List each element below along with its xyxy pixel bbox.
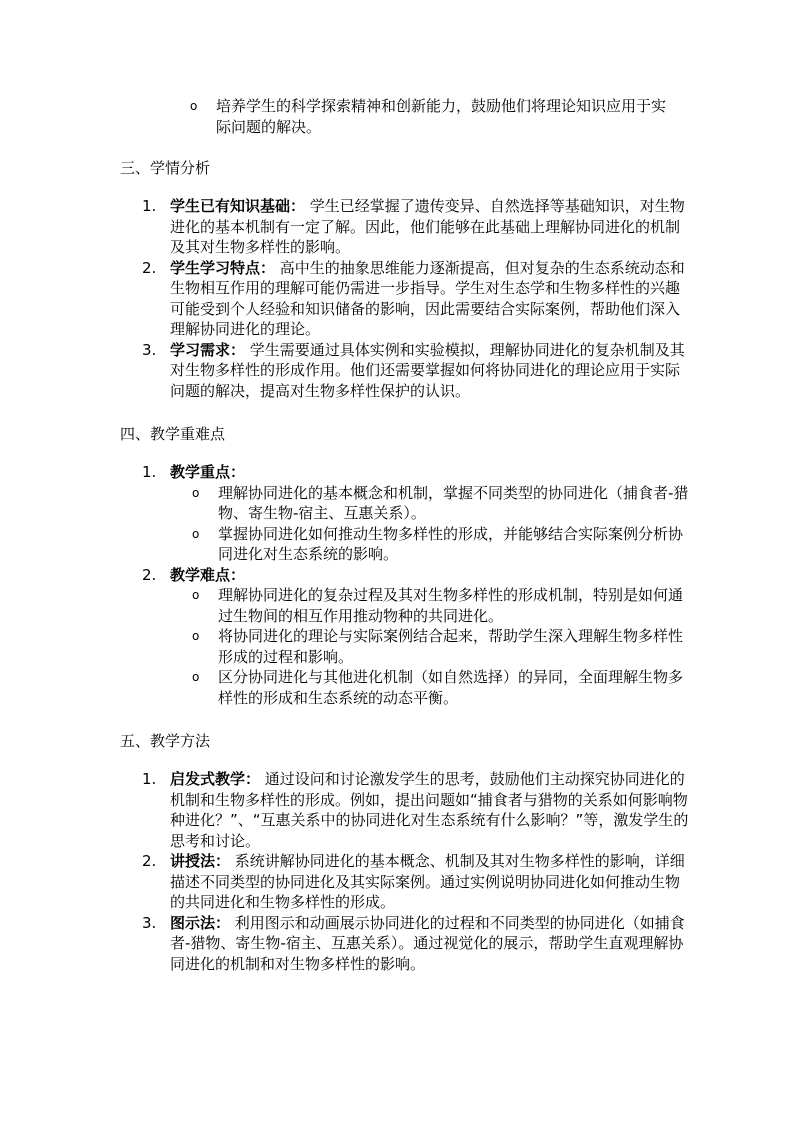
item-number: 2. bbox=[142, 852, 157, 870]
item-number: 3. bbox=[142, 340, 157, 359]
item-text: 学生已经掌握了遗传变异、自然选择等基础知识，对生物进化的基本机制有一定了解。因此，他们能够在此基础上理解协同进化的机制及其对生物多样性的影响。 bbox=[170, 197, 685, 256]
list-item bbox=[120, 340, 690, 402]
bullet-list bbox=[170, 483, 690, 565]
item-text: 系统讲解协同进化的基本概念、机制及其对生物多样性的影响，详细描述不同类型的协同进化及其实际案例。通过实例说明协同进化如何推动生物的共同进化和生物多样性的形成。 bbox=[170, 852, 685, 911]
section-heading: 四、教学重难点 bbox=[120, 425, 226, 443]
item-label: 学生已有知识基础： bbox=[170, 197, 306, 215]
numbered-list bbox=[120, 769, 690, 974]
item-text: 通过设问和讨论激发学生的思考，鼓励他们主动探究协同进化的机制和生物多样性的形成。例如，提出问题如“捕食者与猎物的关系如何影响物种进化？”、“互惠关系中的协同进化对生态系统有什么影响？”等，激发学生的思考和讨论。 bbox=[170, 770, 689, 850]
section-heading: 三、学情分析 bbox=[120, 159, 211, 177]
section-heading: 五、教学方法 bbox=[120, 732, 211, 750]
list-item bbox=[120, 851, 690, 913]
bullet-item: o 将协同进化的理论与实际案例结合起来，帮助学生深入理解生物多样性形成的过程和影响。 bbox=[190, 626, 690, 667]
item-number: 1. bbox=[142, 463, 157, 481]
item-label: 学生学习特点： bbox=[170, 258, 276, 277]
item-label: 教学重点： bbox=[170, 463, 246, 481]
item-text: 利用图示和动画展示协同进化的过程和不同类型的协同进化（如捕食者-猎物、寄生物-宿主、互惠关系）。通过视觉化的展示，帮助学生直观理解协同进化的机制和对生物多样性的影响。 bbox=[170, 913, 685, 973]
item-label: 讲授法： bbox=[170, 852, 231, 870]
list-item bbox=[120, 196, 690, 258]
list-item bbox=[120, 913, 690, 975]
bullet-list bbox=[170, 585, 690, 708]
item-label: 教学难点： bbox=[170, 565, 246, 584]
list-item bbox=[120, 258, 690, 340]
item-label: 图示法： bbox=[170, 913, 231, 932]
bullet-item: o 区分协同进化与其他进化机制（如自然选择）的异同，全面理解生物多样性的形成和生态系统的动态平衡。 bbox=[190, 667, 690, 708]
item-number: 1. bbox=[142, 770, 157, 788]
item-number: 3. bbox=[142, 913, 157, 932]
list-item bbox=[120, 462, 690, 565]
bullet-item: o 理解协同进化的复杂过程及其对生物多样性的形成机制，特别是如何通过生物间的相互作用推动物种的共同进化。 bbox=[190, 585, 690, 626]
numbered-list bbox=[120, 462, 690, 708]
item-label: 学习需求： bbox=[170, 340, 246, 359]
list-item bbox=[120, 769, 690, 851]
item-label: 启发式教学： bbox=[170, 770, 261, 788]
intro-bullet: o 培养学生的科学探索精神和创新能力，鼓励他们将理论知识应用于实际问题的解决。 bbox=[188, 96, 668, 137]
section-teaching-methods bbox=[120, 731, 690, 974]
numbered-list bbox=[120, 196, 690, 401]
section-learning-analysis bbox=[120, 158, 690, 401]
item-number: 2. bbox=[142, 258, 157, 277]
item-text: 学生需要通过具体实例和实验模拟，理解协同进化的复杂机制及其对生物多样性的形成作用。他们还需要掌握如何将协同进化的理论应用于实际问题的解决，提高对生物多样性保护的认识。 bbox=[170, 340, 685, 400]
intro-bullet-list bbox=[188, 96, 668, 137]
item-number: 1. bbox=[142, 197, 157, 215]
bullet-item: o 掌握协同进化如何推动生物多样性的形成，并能够结合实际案例分析协同进化对生态系统的影响。 bbox=[190, 524, 690, 565]
bullet-item: o 理解协同进化的基本概念和机制，掌握不同类型的协同进化（捕食者-猎物、寄生物-宿主、互惠关系）。 bbox=[190, 483, 690, 524]
list-item bbox=[120, 565, 690, 709]
section-key-points bbox=[120, 424, 690, 708]
item-number: 2. bbox=[142, 565, 157, 584]
item-text: 高中生的抽象思维能力逐渐提高，但对复杂的生态系统动态和生物相互作用的理解可能仍需进一步指导。学生对生态学和生物多样性的兴趣可能受到个人经验和知识储备的影响，因此需要结合实际案例，帮助他们深入理解协同进化的理论。 bbox=[170, 258, 685, 338]
